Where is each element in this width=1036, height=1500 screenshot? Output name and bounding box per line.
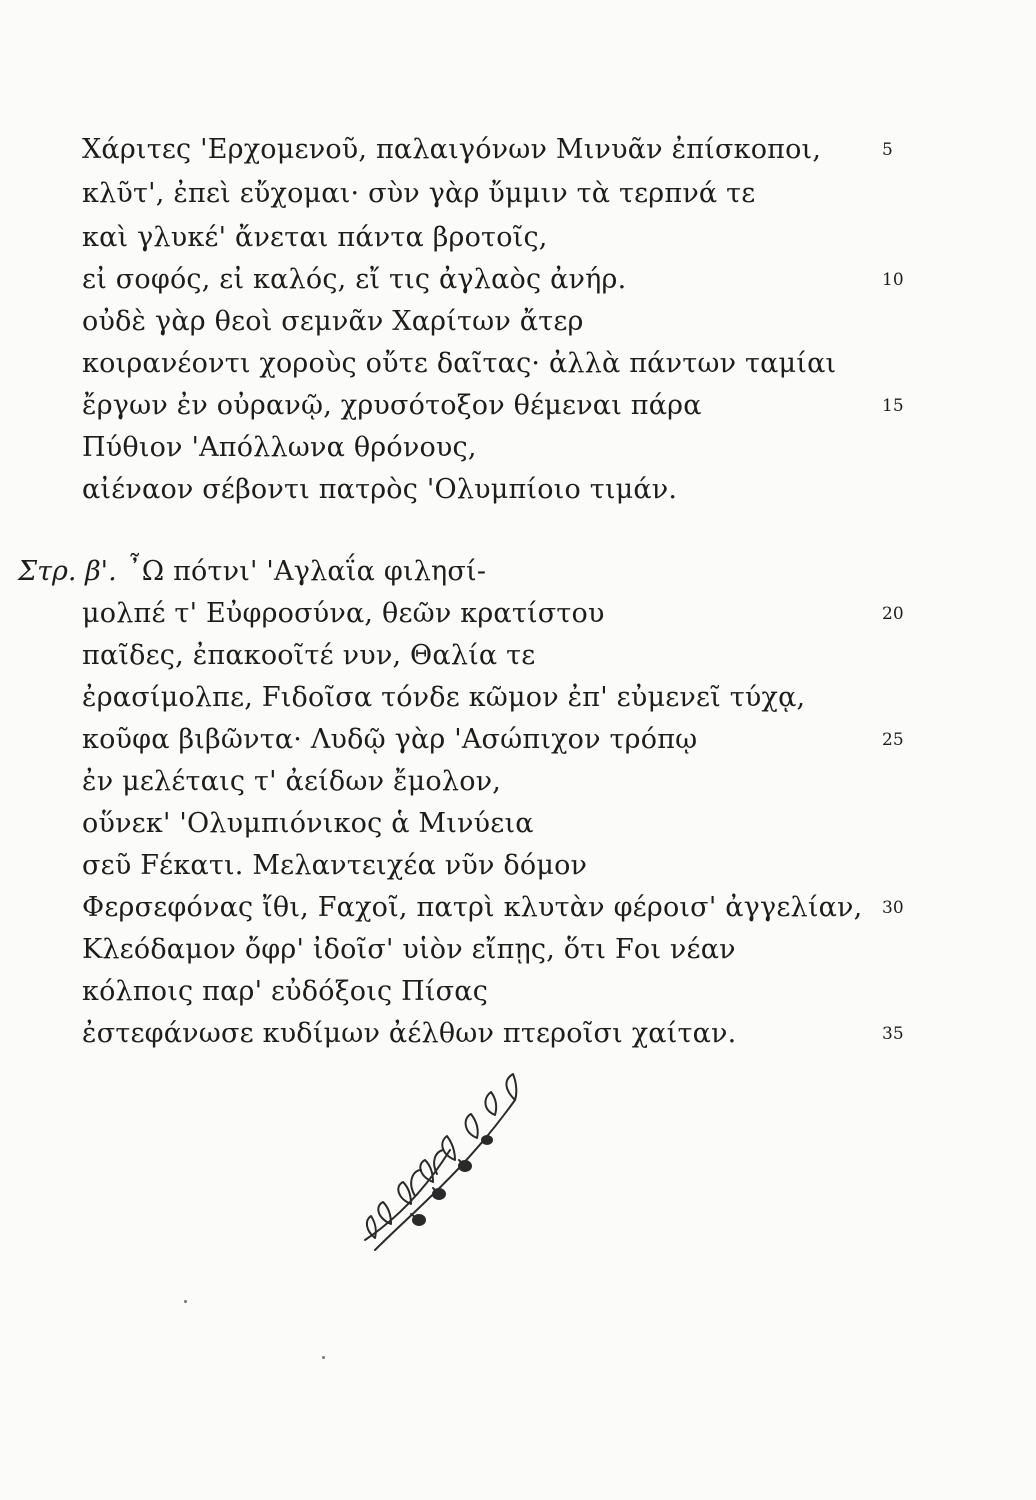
verse-text: κλῦτ', ἐπεὶ εὔχομαι· σὺν γὰρ ὔμμιν τὰ τερπνά τε bbox=[82, 178, 756, 209]
verse-line bbox=[0, 384, 1036, 428]
verse-line bbox=[0, 426, 1036, 470]
verse-line bbox=[0, 844, 1036, 888]
verse-text: οὐδὲ γὰρ θεοὶ σεμνᾶν Χαρίτων ἄτερ bbox=[82, 306, 584, 337]
line-number: 20 bbox=[882, 604, 904, 624]
verse-text: Φερσεφόνας ἴθι, Fαχοῖ, πατρὶ κλυτὰν φέροισ' ἀγγελίαν, bbox=[82, 892, 863, 923]
verse-line bbox=[0, 258, 1036, 302]
verse-text: Χάριτες 'Ερχομενοῦ, παλαιγόνων Μινυᾶν ἐπίσκοποι, bbox=[82, 134, 822, 165]
line-number: 35 bbox=[882, 1024, 904, 1044]
line-number: 5 bbox=[882, 140, 893, 160]
verse-text: ἐρασίμολπε, Fιδοῖσα τόνδε κῶμον ἐπ' εὐμενεῖ τύχᾳ, bbox=[82, 682, 806, 713]
verse-line bbox=[0, 468, 1036, 512]
verse-text: ἐστεφάνωσε κυδίμων ἀέλθων πτεροῖσι χαίταν. bbox=[82, 1018, 737, 1049]
verse-text: ἐν μελέταις τ' ἀείδων ἔμολον, bbox=[82, 766, 502, 797]
verse-line bbox=[0, 634, 1036, 678]
verse-text: καὶ γλυκέ' ἄνεται πάντα βροτοῖς, bbox=[82, 222, 548, 253]
verse-line bbox=[0, 886, 1036, 930]
paper-speck bbox=[184, 1300, 187, 1303]
strophe-heading-line bbox=[0, 550, 1036, 594]
verse-line bbox=[0, 1012, 1036, 1056]
verse-text: κόλποις παρ' εὐδόξοις Πίσας bbox=[82, 976, 489, 1007]
verse-text: ἔργων ἐν οὐρανῷ, χρυσότοξον θέμεναι πάρα bbox=[82, 390, 702, 421]
verse-line bbox=[0, 216, 1036, 260]
line-number: 10 bbox=[882, 270, 904, 290]
verse-line bbox=[0, 802, 1036, 846]
verse-text: αἰέναον σέβοντι πατρὸς 'Ολυμπίοιο τιμάν. bbox=[82, 474, 678, 505]
paper-speck bbox=[322, 1356, 325, 1359]
line-number: 25 bbox=[882, 730, 904, 750]
verse-text: εἰ σοφός, εἰ καλός, εἴ τις ἀγλαὸς ἀνήρ. bbox=[82, 264, 627, 295]
verse-text: Κλεόδαμον ὄφρ' ἰδοῖσ' υἱὸν εἴπῃς, ὅτι Fοι νέαν bbox=[82, 934, 736, 965]
verse-text: παῖδες, ἐπακοοῖτέ νυν, Θαλία τε bbox=[82, 640, 536, 671]
verse-line bbox=[0, 760, 1036, 804]
line-number: 30 bbox=[882, 898, 904, 918]
verse-text: μολπέ τ' Εὐφροσύνα, θεῶν κρατίστου bbox=[82, 598, 605, 629]
verse-line bbox=[0, 128, 1036, 172]
verse-line bbox=[0, 718, 1036, 762]
strophe-label: Στρ. β'. bbox=[18, 556, 117, 587]
verse-line bbox=[0, 928, 1036, 972]
verse-line bbox=[0, 676, 1036, 720]
verse-text: ῏Ω πότνι' 'Αγλαΐα φιλησί- bbox=[128, 556, 487, 587]
verse-text: κοῦφα βιβῶντα· Λυδῷ γὰρ 'Ασώπιχον τρόπῳ bbox=[82, 724, 698, 755]
verse-line bbox=[0, 970, 1036, 1014]
verse-text: οὕνεκ' 'Ολυμπιόνικος ἁ Μινύεια bbox=[82, 808, 534, 839]
verse-line bbox=[0, 172, 1036, 216]
verse-text: κοιρανέοντι χοροὺς οὔτε δαῖτας· ἀλλὰ πάντων ταμίαι bbox=[82, 348, 837, 379]
verse-text: σεῦ Fέκατι. Μελαντειχέα νῦν δόμον bbox=[82, 850, 588, 881]
verse-line bbox=[0, 592, 1036, 636]
line-number: 15 bbox=[882, 396, 904, 416]
verse-line bbox=[0, 342, 1036, 386]
verse-text: Πύθιον 'Απόλλωνα θρόνους, bbox=[82, 432, 477, 463]
verse-line bbox=[0, 300, 1036, 344]
olive-branch-icon bbox=[355, 1070, 555, 1270]
